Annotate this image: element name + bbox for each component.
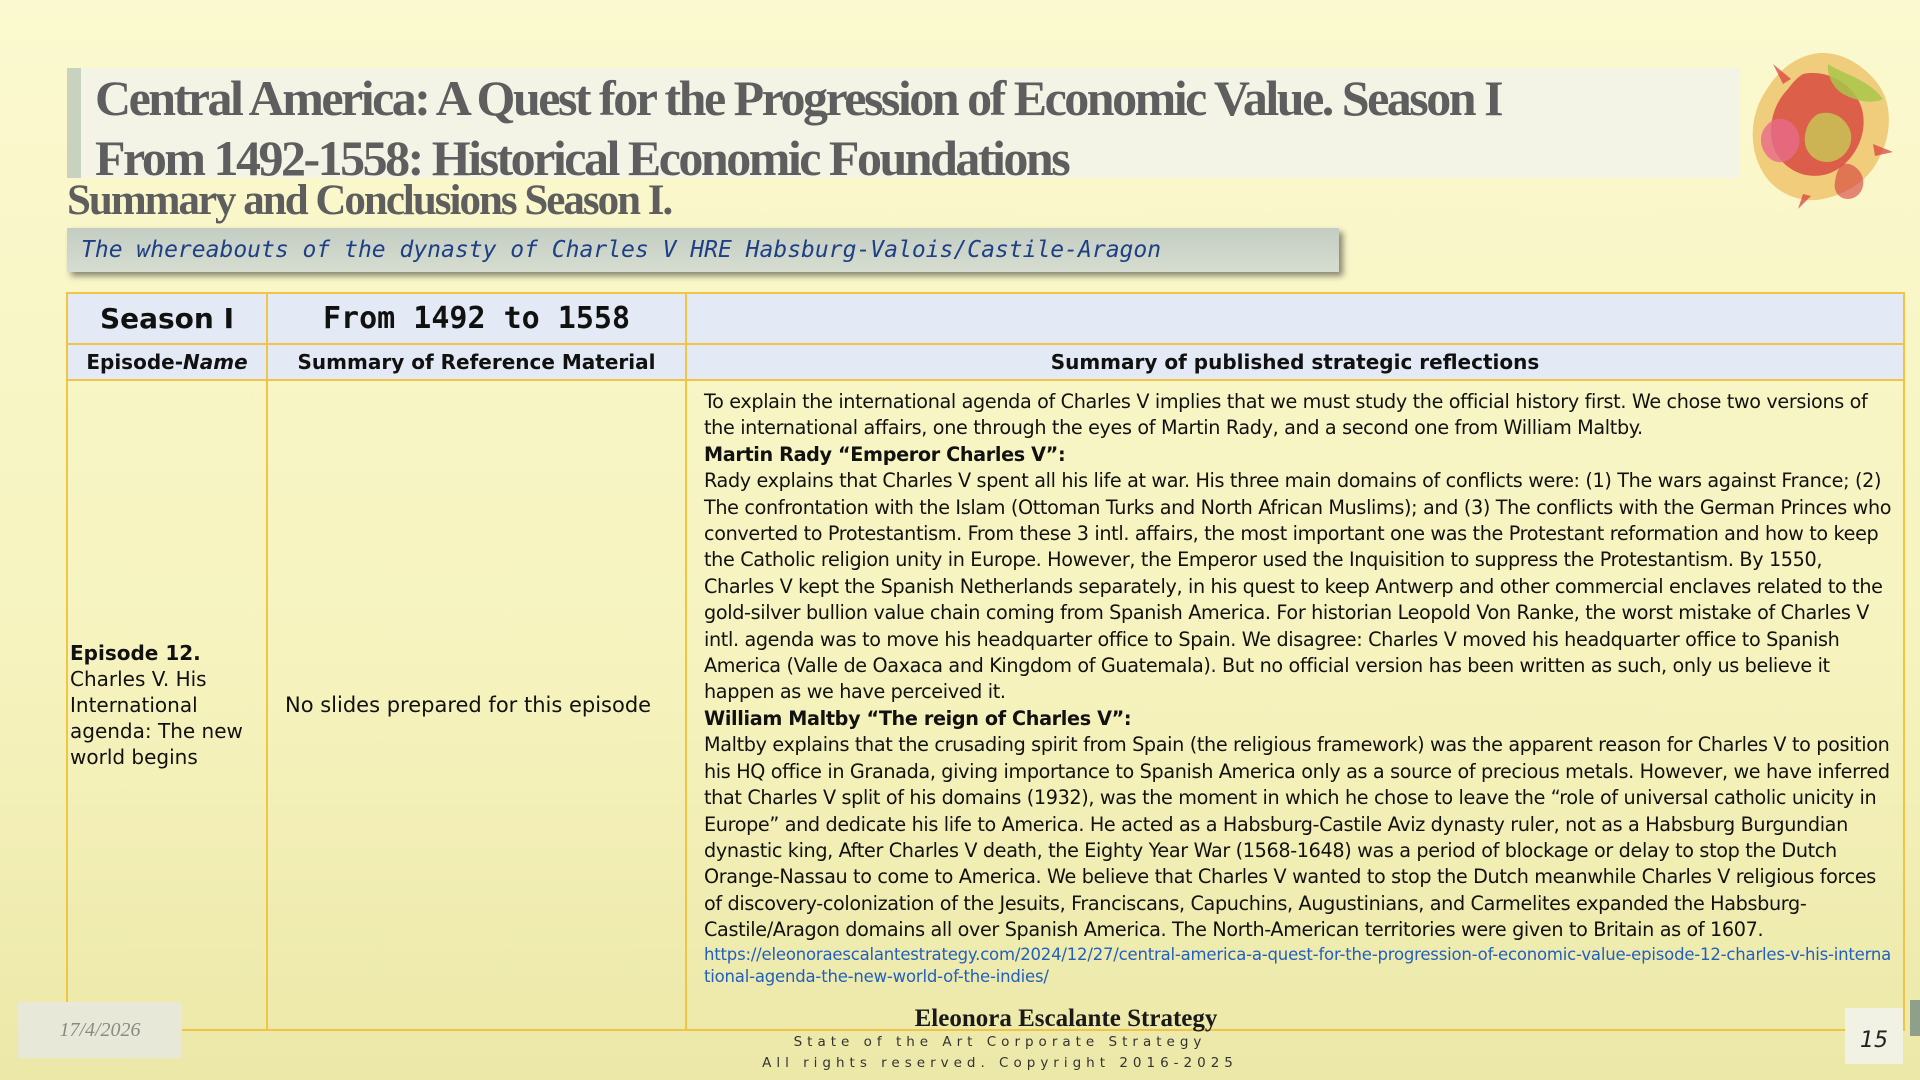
- column-header-row: [67, 344, 1904, 380]
- column-header-episode-name: Name: [183, 350, 248, 374]
- episode-number: Episode 12.: [70, 641, 201, 665]
- episode-cell: [67, 380, 267, 1030]
- subtitle: Summary and Conclusions Season I.: [67, 177, 672, 224]
- table-row: [67, 380, 1904, 1030]
- page-number: 15: [1845, 1008, 1903, 1064]
- column-header-reflections: Summary of published strategic reflections: [686, 344, 1904, 380]
- episode-name: Charles V. His International agenda: The new world begins: [70, 667, 243, 769]
- column-header-reference: Summary of Reference Material: [267, 344, 686, 380]
- reflections-cell: [686, 380, 1904, 1030]
- column-header-episode-text: Episode-: [86, 350, 184, 374]
- edge-tab: [1910, 1000, 1920, 1036]
- empty-header-cell: [686, 293, 1904, 344]
- footer-brand: Eleonora Escalante Strategy: [914, 1005, 1218, 1032]
- period-label: From 1492 to 1558: [267, 293, 686, 344]
- season-summary-table: [66, 292, 1905, 1031]
- season-label: Season I: [67, 293, 267, 344]
- column-header-episode: [67, 344, 267, 380]
- reflections-paragraph-rady: Rady explains that Charles V spent all his life at war. His three main domains of conflicts were: (1) The wars against France; (2) The confrontation with the Islam (Ottoman Turks and North African Muslims); and (3) The conflicts with the German Princes who converted to Protestantism. From these 3 intl. affairs, the most important one was the Protestant reformation and how to keep the Catholic religion unity in Europe. However, the Emperor used the Inquisition to suppress the Protestantism. By 1550, Charles V kept the Spanish Netherlands separately, in his quest to keep Antwerp and other commercial enclaves related to the gold-silver bullion value chain coming from Spanish America. For historian Leopold Von Ranke, the worst mistake of Charles V intl. agenda was to move his headquarter office to Spain. We disagree: Charles V moved his headquarter office to Spanish America (Valle de Oaxaca and Kingdom of Guatemala). But no official version has been written as such, only us believe it happen as we have perceived it.: [704, 469, 1892, 704]
- season-header-row: [67, 293, 1904, 344]
- footer-tagline: State of the Art Corporate Strategy: [793, 1034, 1207, 1050]
- footer-copyright: All rights reserved. Copyright 2016-2025: [762, 1055, 1238, 1071]
- reflections-paragraph-maltby: Maltby explains that the crusading spirit from Spain (the religious framework) was the apparent reason for Charles V to position his HQ office in Granada, giving importance to Spanish America only as a source of precious metals. However, we have inferred that Charles V split of his domains (1932), was the moment in which he chose to leave the “role of universal catholic unicity in Europe” and dedicate his life to America. He acted as a Habsburg-Castile Aviz dynasty ruler, not as a Habsburg Burgundian dynastic king, After Charles V death, the Eighty Year War (1568-1648) was a period of blockage or delay to stop the Dutch Orange-Nassau to come to America. We believe that Charles V wanted to stop the Dutch meanwhile Charles V religious forces of discovery-colonization of the Jesuits, Franciscans, Capuchins, Augustinians, and Carmelites expanded the Habsburg-Castile/Aragon domains all over Spanish America. The North-American territories were given to Britain as of 1607.: [704, 733, 1890, 942]
- reflections-heading-rady: Martin Rady “Emperor Charles V”:: [704, 442, 1066, 466]
- dynasty-banner: The whereabouts of the dynasty of Charles V HRE Habsburg-Valois/Castile-Aragon: [67, 228, 1339, 272]
- reference-cell: No slides prepared for this episode: [267, 380, 686, 1030]
- episode-link[interactable]: https://eleonoraescalantestrategy.com/2024/12/27/central-america-a-quest-for-the-progression-of-economic-value-episode-12-charles-v-his-international-agenda-the-new-world-of-the-indies/: [704, 944, 1892, 986]
- title-line-1: Central America: A Quest for the Progression of Economic Value. Season I: [95, 70, 1502, 126]
- slide-date: 17/4/2026: [18, 1002, 182, 1058]
- paint-splash-logo-icon: [1743, 44, 1895, 210]
- title-box: [67, 68, 1740, 186]
- reflections-heading-maltby: William Maltby “The reign of Charles V”:: [704, 706, 1132, 730]
- title-line-2: From 1492-1558: Historical Economic Foundations: [95, 130, 1069, 186]
- reflections-intro: To explain the international agenda of Charles V implies that we must study the official history first. We chose two versions of the international affairs, one through the eyes of Martin Rady, and a second one from William Maltby.: [704, 390, 1868, 440]
